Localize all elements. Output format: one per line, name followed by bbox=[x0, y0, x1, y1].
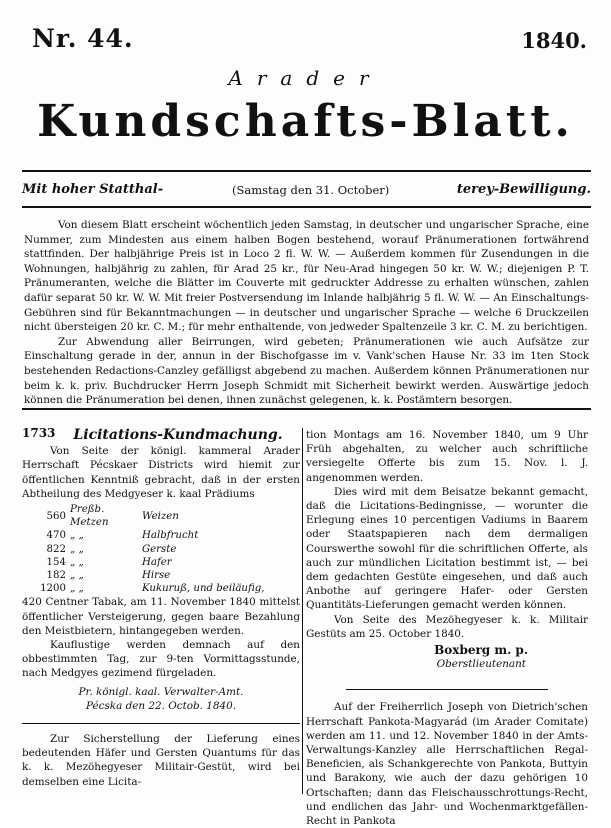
signature-title: Oberstlieutenant bbox=[436, 658, 526, 671]
masthead-subtitle: Arader bbox=[228, 66, 383, 90]
grain-qty: 822 bbox=[46, 543, 66, 555]
ad-title: Licitations-Kundmachung. bbox=[73, 427, 283, 443]
masthead-top bbox=[22, 20, 587, 56]
issue-year: 1840. bbox=[521, 28, 587, 53]
masthead-rule bbox=[22, 170, 591, 172]
signature-name: Boxberg m. p. bbox=[434, 643, 528, 658]
issue-number: Nr. 44. bbox=[32, 24, 134, 53]
grain-name: Hafer bbox=[142, 556, 172, 568]
grain-row bbox=[22, 543, 269, 556]
intro-paragraph-2: Zur Abwendung aller Beirrungen, wird gebeten; Pränumerationen wie auch Aufsätze zur Einschaltung gerade in der, annun in der Bischofgasse im v. Vank'schen Hause Nr. 33 im 1ten Stock bestehenden Redactions-Canzley gefälligst abgebend zu machen. Außerdem können Pränumerationen nur beim k. k. priv. Buchdrucker Herrn Joseph Schmidt mit Sicherheit bewirkt werden. Auswärtige jedoch können die Pränumeration bei denen, ihnen zunächst gelegenen, k. k. Postämtern besorgen. bbox=[24, 335, 589, 407]
intro-notice bbox=[24, 218, 589, 408]
column-separator bbox=[302, 428, 303, 794]
notice-paragraph-tobacco: 420 Centner Tabak, am 11. November 1840 mittelst öffentlicher Versteigerung, gegen baare Bezahlung den Meistbietern, hintangegeben werden. bbox=[22, 596, 300, 637]
grain-row bbox=[22, 503, 269, 529]
masthead-title: Kundschafts-Blatt. bbox=[37, 96, 574, 147]
ad-separator bbox=[22, 723, 300, 724]
grain-qty: 470 bbox=[46, 530, 66, 542]
grain-row bbox=[22, 569, 269, 582]
header-rule bbox=[22, 206, 591, 208]
privilege-left: Mit hoher Statthal- bbox=[22, 182, 164, 197]
grain-unit: „ „ bbox=[70, 556, 84, 568]
privilege-line bbox=[22, 182, 591, 202]
privilege-right: terey-Bewilligung. bbox=[456, 182, 591, 197]
grain-unit: „ „ bbox=[70, 583, 84, 595]
supply-paragraph-2: Dies wird mit dem Beisatze bekannt gemacht, daß die Licitations-Bedingnisse, — worunter die Erlegung eines 10 percentigen Vadiums in Baarem oder Staatspapieren nach dem dermaligen Courswerthe sowohl für die schriftlichen Offerte, als auch zur mündlichen Licitation bestimmt ist, — bei dem gedachten Gestüte eingesehen, und daß auch Anbothe auf geringere Hafer- oder Gersten Quantitäts-Lieferungen gemacht werden können. bbox=[306, 485, 588, 612]
section-rule bbox=[22, 408, 591, 410]
supply-paragraph-1: tion Montags am 16. November 1840, um 9 Uhr Früh abgehalten, zu welcher auch schriftliche versiegelte Offerte bis zum 15. Nov. l. J. angenommen werden. bbox=[306, 429, 588, 484]
supply-paragraph-3: Von Seite des Mezöhegyeser k. k. Militair Gestüts am 25. October 1840. bbox=[306, 613, 588, 640]
signature-date: Pécska den 22. Octob. 1840. bbox=[85, 699, 236, 712]
grain-name: Gerste bbox=[142, 543, 177, 555]
grain-row bbox=[22, 582, 269, 595]
ad-number: 1733 bbox=[22, 426, 56, 440]
grain-unit: „ „ bbox=[70, 530, 84, 542]
notice-paragraph-supply: Zur Sicherstellung der Lieferung eines bedeutenden Häfer und Gersten Quantums für das k. k. Mezöhegyeser Militair-Gestüt, wird bei demselben eine Licita- bbox=[22, 733, 300, 788]
grain-row bbox=[22, 556, 269, 569]
grain-qty: 154 bbox=[46, 556, 66, 568]
signature-office: Pr. königl. kaal. Verwalter-Amt. bbox=[78, 685, 244, 698]
right-column bbox=[306, 428, 588, 828]
grain-unit: „ „ bbox=[70, 543, 84, 555]
issue-date: (Samstag den 31. October) bbox=[232, 183, 390, 197]
grain-qty: 1200 bbox=[40, 583, 66, 595]
supply-notice bbox=[306, 428, 588, 671]
notice-paragraph: Von Seite der königl. kammeral Arader Herrschaft Pécskaer Districts wird hiemit zur öffentlichen Kenntniß gebracht, daß in der ersten Abtheilung des Medgyeser k. kaal Prädiums bbox=[22, 445, 300, 500]
grain-name: Hirse bbox=[142, 570, 171, 582]
grain-row bbox=[22, 529, 269, 542]
grain-qty: 560 bbox=[46, 510, 66, 522]
left-column bbox=[22, 428, 300, 800]
notice-paragraph-invite: Kauflustige werden demnach auf den obbestimmten Tag, zur 9-ten Vormittagsstunde, nach Medgyes gezimend fürgeladen. bbox=[22, 639, 300, 680]
grain-name: Weizen bbox=[142, 510, 179, 522]
ad-separator bbox=[346, 689, 548, 690]
grain-table bbox=[22, 503, 269, 595]
intro-paragraph-1: Von diesem Blatt erscheint wöchentlich jeden Samstag, in deutscher und ungarischer Sprache, eine Nummer, zum Mindesten aus einem halben Bogen bestehend, worauf Pränumerationen fortwährend stattfinden. Der halbjährige Preis ist in Loco 2 fl. W. W. — Außerdem kommen für Zusendungen in die Wohnungen, halbjährig zu zahlen, für Arad 25 kr., für Neu-Arad hingegen 50 kr. W. W.; diejenigen P. T. Pränumeranten, welche die Blätter im Couverte mit gedruckter Addresse zu erhalten wünschen, zahlen dafür separat 50 kr. W. W. Mit freier Postversendung im Inlande halbjährig 5 fl. W. W. — An Einschaltungs-Gebühren sind für Bekanntmachungen — in deutscher und ungarischer Sprache — welche 6 Druckzeilen nicht übersteigen 20 kr. C. M.; für mehr enthaltende, von jedweder Spaltenzeile 3 kr. C. M. zu berichtigen. bbox=[24, 219, 589, 334]
grain-name: Kukuruß, und beiläufig, bbox=[142, 583, 265, 595]
grain-qty: 182 bbox=[46, 570, 66, 582]
grain-unit: „ „ bbox=[70, 570, 84, 582]
grain-unit: Preßb. Metzen bbox=[70, 504, 109, 529]
estate-notice: Auf der Freiherrlich Joseph von Dietrich'schen Herrschaft Pankota-Magyarád (im Arader Comitate) werden am 11. und 12. November 1840 in der Amts-Verwaltungs-Kanzley alle Herrschaftlichen Regal-Beneficien, als Schankgerechte von Pankota, Buttyin und Barakony, wie auch der dazu gehörigen 10 Ortschaften; dann das Fleischausschrottungs-Recht, und endlichen das Jahr- und Wochenmarktgefällen-Recht in Pankota bbox=[306, 701, 588, 828]
grain-name: Halbfrucht bbox=[142, 530, 199, 542]
licitation-notice bbox=[22, 444, 300, 789]
